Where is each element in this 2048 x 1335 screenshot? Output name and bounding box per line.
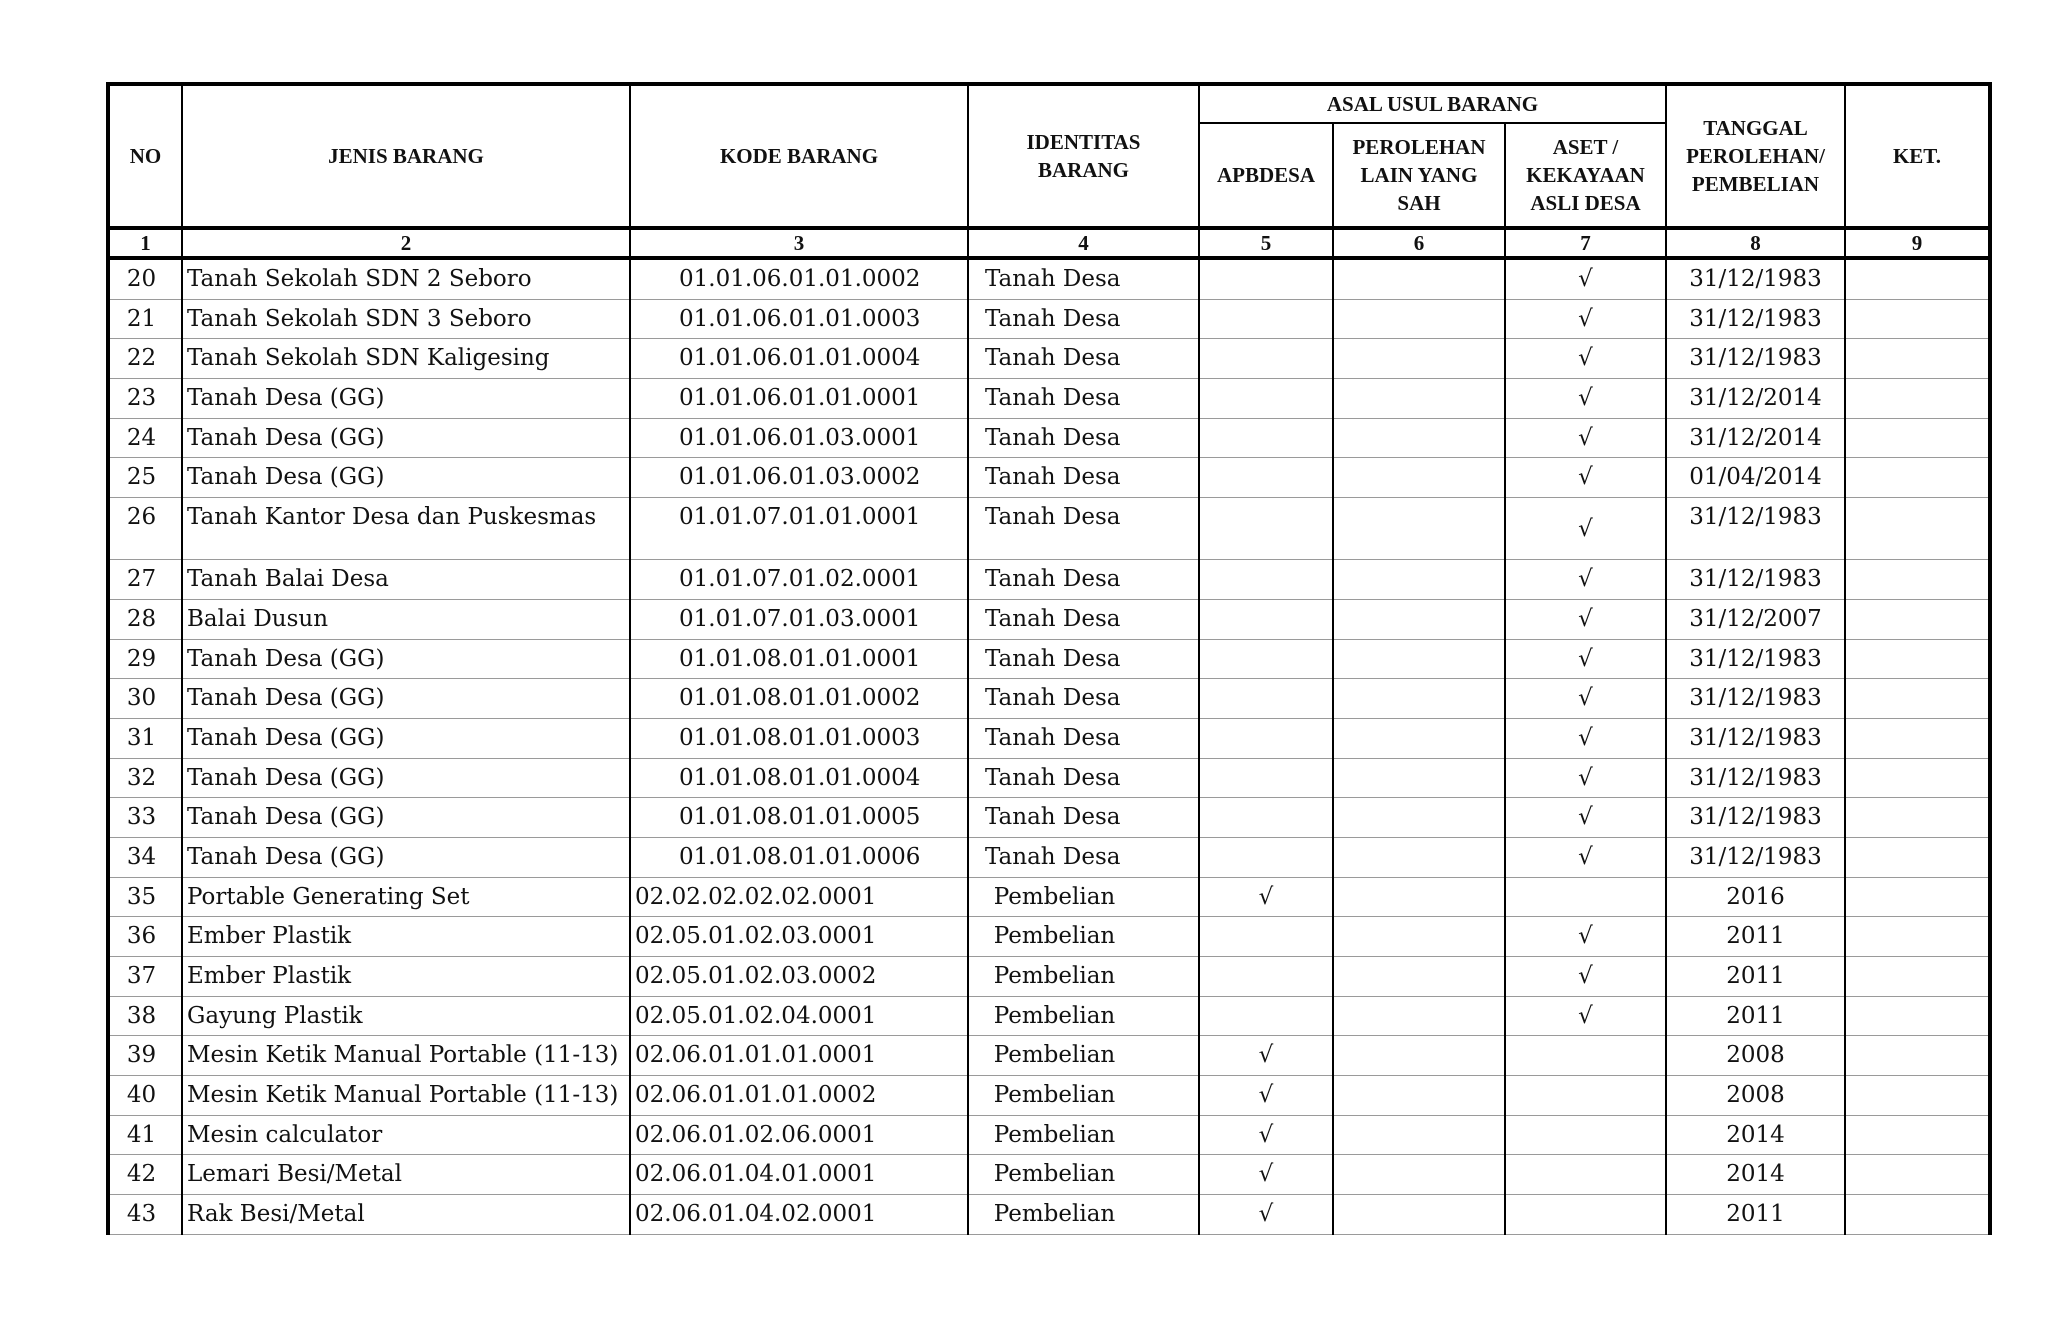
table-row xyxy=(108,1076,1990,1116)
kode-barang-cell: 01.01.08.01.01.0002 xyxy=(630,679,968,719)
inventory-page xyxy=(106,82,1992,1235)
jenis-barang-cell: Tanah Desa (GG) xyxy=(182,798,630,838)
perolehan-lain-check-cell xyxy=(1333,679,1505,719)
row-number: 23 xyxy=(108,379,182,419)
perolehan-lain-check-cell xyxy=(1333,996,1505,1036)
column-number: 7 xyxy=(1505,228,1666,258)
row-number: 24 xyxy=(108,418,182,458)
jenis-barang-cell: Gayung Plastik xyxy=(182,996,630,1036)
table-row xyxy=(108,917,1990,957)
row-number: 27 xyxy=(108,560,182,600)
tanggal-perolehan-cell: 01/04/2014 xyxy=(1666,458,1845,498)
identitas-barang-cell: Tanah Desa xyxy=(968,758,1199,798)
column-number-row xyxy=(108,228,1990,258)
aset-asli-check-cell: √ xyxy=(1505,718,1666,758)
kode-barang-cell: 01.01.08.01.01.0001 xyxy=(630,639,968,679)
apbdesa-check-cell xyxy=(1199,996,1333,1036)
header-asal-usul-barang: ASAL USUL BARANG xyxy=(1199,84,1666,123)
apbdesa-check-cell xyxy=(1199,339,1333,379)
table-row xyxy=(108,877,1990,917)
aset-asli-check-cell: √ xyxy=(1505,957,1666,997)
row-number: 28 xyxy=(108,599,182,639)
identitas-barang-cell: Tanah Desa xyxy=(968,379,1199,419)
tanggal-perolehan-cell: 2011 xyxy=(1666,957,1845,997)
identitas-barang-cell: Tanah Desa xyxy=(968,718,1199,758)
identitas-barang-cell: Pembelian xyxy=(968,1076,1199,1116)
row-number: 34 xyxy=(108,837,182,877)
keterangan-cell xyxy=(1845,837,1990,877)
aset-asli-check-cell: √ xyxy=(1505,418,1666,458)
perolehan-lain-check-cell xyxy=(1333,798,1505,838)
row-number: 36 xyxy=(108,917,182,957)
header-keterangan: KET. xyxy=(1845,84,1990,228)
jenis-barang-cell: Tanah Sekolah SDN 2 Seboro xyxy=(182,258,630,299)
table-row xyxy=(108,679,1990,719)
table-body xyxy=(108,258,1990,1234)
jenis-barang-cell: Tanah Desa (GG) xyxy=(182,379,630,419)
tanggal-perolehan-cell: 2014 xyxy=(1666,1115,1845,1155)
kode-barang-cell: 02.02.02.02.02.0001 xyxy=(630,877,968,917)
aset-asli-check-cell xyxy=(1505,1195,1666,1235)
kode-barang-cell: 02.05.01.02.03.0002 xyxy=(630,957,968,997)
perolehan-lain-check-cell xyxy=(1333,837,1505,877)
jenis-barang-cell: Ember Plastik xyxy=(182,917,630,957)
table-row xyxy=(108,258,1990,299)
header-jenis-barang: JENIS BARANG xyxy=(182,84,630,228)
apbdesa-check-cell xyxy=(1199,418,1333,458)
table-row xyxy=(108,299,1990,339)
tanggal-perolehan-cell: 31/12/1983 xyxy=(1666,798,1845,838)
row-number: 25 xyxy=(108,458,182,498)
kode-barang-cell: 01.01.06.01.01.0001 xyxy=(630,379,968,419)
table-row xyxy=(108,1155,1990,1195)
jenis-barang-cell: Tanah Balai Desa xyxy=(182,560,630,600)
column-number: 4 xyxy=(968,228,1199,258)
column-number: 3 xyxy=(630,228,968,258)
header-perolehan-lain: PEROLEHAN LAIN YANG SAH xyxy=(1333,123,1505,228)
column-number: 6 xyxy=(1333,228,1505,258)
keterangan-cell xyxy=(1845,379,1990,419)
keterangan-cell xyxy=(1845,639,1990,679)
keterangan-cell xyxy=(1845,599,1990,639)
tanggal-perolehan-cell: 31/12/2014 xyxy=(1666,379,1845,419)
perolehan-lain-check-cell xyxy=(1333,299,1505,339)
aset-asli-check-cell: √ xyxy=(1505,917,1666,957)
column-number: 9 xyxy=(1845,228,1990,258)
kode-barang-cell: 02.06.01.04.02.0001 xyxy=(630,1195,968,1235)
jenis-barang-cell: Mesin Ketik Manual Portable (11-13) xyxy=(182,1036,630,1076)
jenis-barang-cell: Tanah Kantor Desa dan Puskesmas xyxy=(182,498,630,560)
apbdesa-check-cell xyxy=(1199,299,1333,339)
aset-asli-check-cell: √ xyxy=(1505,458,1666,498)
jenis-barang-cell: Tanah Desa (GG) xyxy=(182,418,630,458)
apbdesa-check-cell xyxy=(1199,560,1333,600)
jenis-barang-cell: Lemari Besi/Metal xyxy=(182,1155,630,1195)
apbdesa-check-cell xyxy=(1199,379,1333,419)
apbdesa-check-cell xyxy=(1199,599,1333,639)
table-row xyxy=(108,639,1990,679)
keterangan-cell xyxy=(1845,339,1990,379)
aset-asli-check-cell xyxy=(1505,1155,1666,1195)
tanggal-perolehan-cell: 31/12/1983 xyxy=(1666,758,1845,798)
tanggal-perolehan-cell: 31/12/1983 xyxy=(1666,299,1845,339)
column-number: 2 xyxy=(182,228,630,258)
column-number: 5 xyxy=(1199,228,1333,258)
tanggal-perolehan-cell: 31/12/1983 xyxy=(1666,258,1845,299)
apbdesa-check-cell: √ xyxy=(1199,1076,1333,1116)
apbdesa-check-cell xyxy=(1199,498,1333,560)
aset-asli-check-cell: √ xyxy=(1505,379,1666,419)
header-aset-asli-desa: ASET / KEKAYAAN ASLI DESA xyxy=(1505,123,1666,228)
row-number: 43 xyxy=(108,1195,182,1235)
jenis-barang-cell: Ember Plastik xyxy=(182,957,630,997)
table-row xyxy=(108,379,1990,419)
jenis-barang-cell: Tanah Sekolah SDN 3 Seboro xyxy=(182,299,630,339)
kode-barang-cell: 02.05.01.02.04.0001 xyxy=(630,996,968,1036)
identitas-barang-cell: Tanah Desa xyxy=(968,339,1199,379)
row-number: 21 xyxy=(108,299,182,339)
table-row xyxy=(108,996,1990,1036)
header-no: NO xyxy=(108,84,182,228)
aset-asli-check-cell: √ xyxy=(1505,758,1666,798)
table-row xyxy=(108,1036,1990,1076)
perolehan-lain-check-cell xyxy=(1333,1155,1505,1195)
table-row xyxy=(108,798,1990,838)
kode-barang-cell: 01.01.06.01.01.0002 xyxy=(630,258,968,299)
perolehan-lain-check-cell xyxy=(1333,1195,1505,1235)
keterangan-cell xyxy=(1845,996,1990,1036)
apbdesa-check-cell: √ xyxy=(1199,1036,1333,1076)
identitas-barang-cell: Tanah Desa xyxy=(968,837,1199,877)
table-row xyxy=(108,1115,1990,1155)
aset-asli-check-cell: √ xyxy=(1505,498,1666,560)
identitas-barang-cell: Pembelian xyxy=(968,996,1199,1036)
tanggal-perolehan-cell: 31/12/1983 xyxy=(1666,498,1845,560)
jenis-barang-cell: Portable Generating Set xyxy=(182,877,630,917)
aset-asli-check-cell xyxy=(1505,1115,1666,1155)
identitas-barang-cell: Pembelian xyxy=(968,877,1199,917)
aset-asli-check-cell xyxy=(1505,877,1666,917)
row-number: 38 xyxy=(108,996,182,1036)
kode-barang-cell: 02.06.01.01.01.0002 xyxy=(630,1076,968,1116)
perolehan-lain-check-cell xyxy=(1333,957,1505,997)
identitas-barang-cell: Pembelian xyxy=(968,957,1199,997)
keterangan-cell xyxy=(1845,957,1990,997)
keterangan-cell xyxy=(1845,560,1990,600)
table-row xyxy=(108,837,1990,877)
jenis-barang-cell: Rak Besi/Metal xyxy=(182,1195,630,1235)
aset-asli-check-cell: √ xyxy=(1505,560,1666,600)
table-row xyxy=(108,718,1990,758)
tanggal-perolehan-cell: 31/12/1983 xyxy=(1666,339,1845,379)
perolehan-lain-check-cell xyxy=(1333,458,1505,498)
kode-barang-cell: 01.01.07.01.03.0001 xyxy=(630,599,968,639)
keterangan-cell xyxy=(1845,1036,1990,1076)
keterangan-cell xyxy=(1845,1115,1990,1155)
identitas-barang-cell: Pembelian xyxy=(968,1195,1199,1235)
keterangan-cell xyxy=(1845,1076,1990,1116)
perolehan-lain-check-cell xyxy=(1333,1036,1505,1076)
row-number: 22 xyxy=(108,339,182,379)
perolehan-lain-check-cell xyxy=(1333,1076,1505,1116)
table-row xyxy=(108,339,1990,379)
jenis-barang-cell: Tanah Desa (GG) xyxy=(182,639,630,679)
perolehan-lain-check-cell xyxy=(1333,498,1505,560)
kode-barang-cell: 01.01.08.01.01.0005 xyxy=(630,798,968,838)
tanggal-perolehan-cell: 2011 xyxy=(1666,917,1845,957)
header-tanggal-perolehan: TANGGAL PEROLEHAN/ PEMBELIAN xyxy=(1666,84,1845,228)
row-number: 40 xyxy=(108,1076,182,1116)
tanggal-perolehan-cell: 2008 xyxy=(1666,1076,1845,1116)
jenis-barang-cell: Tanah Sekolah SDN Kaligesing xyxy=(182,339,630,379)
apbdesa-check-cell xyxy=(1199,837,1333,877)
apbdesa-check-cell xyxy=(1199,258,1333,299)
identitas-barang-cell: Pembelian xyxy=(968,1155,1199,1195)
keterangan-cell xyxy=(1845,418,1990,458)
row-number: 33 xyxy=(108,798,182,838)
aset-asli-check-cell: √ xyxy=(1505,679,1666,719)
aset-asli-check-cell: √ xyxy=(1505,599,1666,639)
perolehan-lain-check-cell xyxy=(1333,258,1505,299)
row-number: 35 xyxy=(108,877,182,917)
kode-barang-cell: 01.01.07.01.01.0001 xyxy=(630,498,968,560)
row-number: 29 xyxy=(108,639,182,679)
aset-asli-check-cell xyxy=(1505,1036,1666,1076)
apbdesa-check-cell xyxy=(1199,458,1333,498)
jenis-barang-cell: Balai Dusun xyxy=(182,599,630,639)
table-row xyxy=(108,458,1990,498)
kode-barang-cell: 02.05.01.02.03.0001 xyxy=(630,917,968,957)
table-row xyxy=(108,599,1990,639)
row-number: 32 xyxy=(108,758,182,798)
perolehan-lain-check-cell xyxy=(1333,418,1505,458)
jenis-barang-cell: Tanah Desa (GG) xyxy=(182,458,630,498)
aset-asli-check-cell: √ xyxy=(1505,258,1666,299)
perolehan-lain-check-cell xyxy=(1333,917,1505,957)
row-number: 37 xyxy=(108,957,182,997)
apbdesa-check-cell xyxy=(1199,758,1333,798)
jenis-barang-cell: Tanah Desa (GG) xyxy=(182,718,630,758)
kode-barang-cell: 01.01.07.01.02.0001 xyxy=(630,560,968,600)
header-apbdesa: APBDESA xyxy=(1199,123,1333,228)
header-kode-barang: KODE BARANG xyxy=(630,84,968,228)
tanggal-perolehan-cell: 2016 xyxy=(1666,877,1845,917)
row-number: 30 xyxy=(108,679,182,719)
apbdesa-check-cell: √ xyxy=(1199,1195,1333,1235)
perolehan-lain-check-cell xyxy=(1333,718,1505,758)
identitas-barang-cell: Pembelian xyxy=(968,917,1199,957)
kode-barang-cell: 02.06.01.04.01.0001 xyxy=(630,1155,968,1195)
kode-barang-cell: 01.01.08.01.01.0004 xyxy=(630,758,968,798)
apbdesa-check-cell: √ xyxy=(1199,1115,1333,1155)
aset-asli-check-cell: √ xyxy=(1505,837,1666,877)
identitas-barang-cell: Tanah Desa xyxy=(968,498,1199,560)
kode-barang-cell: 01.01.06.01.01.0003 xyxy=(630,299,968,339)
row-number: 42 xyxy=(108,1155,182,1195)
column-number: 8 xyxy=(1666,228,1845,258)
jenis-barang-cell: Tanah Desa (GG) xyxy=(182,837,630,877)
jenis-barang-cell: Tanah Desa (GG) xyxy=(182,758,630,798)
tanggal-perolehan-cell: 2011 xyxy=(1666,996,1845,1036)
perolehan-lain-check-cell xyxy=(1333,599,1505,639)
perolehan-lain-check-cell xyxy=(1333,877,1505,917)
tanggal-perolehan-cell: 31/12/2014 xyxy=(1666,418,1845,458)
tanggal-perolehan-cell: 31/12/1983 xyxy=(1666,679,1845,719)
keterangan-cell xyxy=(1845,718,1990,758)
identitas-barang-cell: Tanah Desa xyxy=(968,258,1199,299)
keterangan-cell xyxy=(1845,458,1990,498)
jenis-barang-cell: Tanah Desa (GG) xyxy=(182,679,630,719)
aset-asli-check-cell: √ xyxy=(1505,639,1666,679)
perolehan-lain-check-cell xyxy=(1333,1115,1505,1155)
row-number: 39 xyxy=(108,1036,182,1076)
apbdesa-check-cell xyxy=(1199,639,1333,679)
header-identitas-barang: IDENTITAS BARANG xyxy=(968,84,1199,228)
tanggal-perolehan-cell: 2011 xyxy=(1666,1195,1845,1235)
aset-asli-check-cell: √ xyxy=(1505,996,1666,1036)
tanggal-perolehan-cell: 31/12/1983 xyxy=(1666,718,1845,758)
perolehan-lain-check-cell xyxy=(1333,379,1505,419)
apbdesa-check-cell xyxy=(1199,957,1333,997)
identitas-barang-cell: Tanah Desa xyxy=(968,798,1199,838)
apbdesa-check-cell xyxy=(1199,917,1333,957)
perolehan-lain-check-cell xyxy=(1333,758,1505,798)
identitas-barang-cell: Pembelian xyxy=(968,1036,1199,1076)
apbdesa-check-cell: √ xyxy=(1199,877,1333,917)
kode-barang-cell: 01.01.06.01.03.0002 xyxy=(630,458,968,498)
aset-asli-check-cell: √ xyxy=(1505,299,1666,339)
perolehan-lain-check-cell xyxy=(1333,339,1505,379)
keterangan-cell xyxy=(1845,798,1990,838)
aset-asli-check-cell: √ xyxy=(1505,798,1666,838)
table-row xyxy=(108,957,1990,997)
tanggal-perolehan-cell: 31/12/2007 xyxy=(1666,599,1845,639)
table-row xyxy=(108,1195,1990,1235)
table-row xyxy=(108,498,1990,560)
identitas-barang-cell: Tanah Desa xyxy=(968,639,1199,679)
aset-asli-check-cell xyxy=(1505,1076,1666,1116)
kode-barang-cell: 01.01.08.01.01.0003 xyxy=(630,718,968,758)
jenis-barang-cell: Mesin calculator xyxy=(182,1115,630,1155)
tanggal-perolehan-cell: 2008 xyxy=(1666,1036,1845,1076)
kode-barang-cell: 02.06.01.02.06.0001 xyxy=(630,1115,968,1155)
row-number: 31 xyxy=(108,718,182,758)
tanggal-perolehan-cell: 31/12/1983 xyxy=(1666,639,1845,679)
apbdesa-check-cell xyxy=(1199,679,1333,719)
identitas-barang-cell: Tanah Desa xyxy=(968,560,1199,600)
perolehan-lain-check-cell xyxy=(1333,560,1505,600)
identitas-barang-cell: Tanah Desa xyxy=(968,418,1199,458)
table-row xyxy=(108,560,1990,600)
perolehan-lain-check-cell xyxy=(1333,639,1505,679)
table-row xyxy=(108,758,1990,798)
kode-barang-cell: 01.01.06.01.01.0004 xyxy=(630,339,968,379)
apbdesa-check-cell: √ xyxy=(1199,1155,1333,1195)
apbdesa-check-cell xyxy=(1199,718,1333,758)
row-number: 20 xyxy=(108,258,182,299)
identitas-barang-cell: Pembelian xyxy=(968,1115,1199,1155)
identitas-barang-cell: Tanah Desa xyxy=(968,458,1199,498)
tanggal-perolehan-cell: 31/12/1983 xyxy=(1666,560,1845,600)
keterangan-cell xyxy=(1845,877,1990,917)
kode-barang-cell: 01.01.08.01.01.0006 xyxy=(630,837,968,877)
row-number: 26 xyxy=(108,498,182,560)
apbdesa-check-cell xyxy=(1199,798,1333,838)
aset-asli-check-cell: √ xyxy=(1505,339,1666,379)
kode-barang-cell: 02.06.01.01.01.0001 xyxy=(630,1036,968,1076)
keterangan-cell xyxy=(1845,679,1990,719)
keterangan-cell xyxy=(1845,258,1990,299)
table-row xyxy=(108,418,1990,458)
keterangan-cell xyxy=(1845,1195,1990,1235)
table-header xyxy=(108,84,1990,258)
keterangan-cell xyxy=(1845,498,1990,560)
keterangan-cell xyxy=(1845,917,1990,957)
identitas-barang-cell: Tanah Desa xyxy=(968,679,1199,719)
inventory-table xyxy=(106,82,1992,1235)
tanggal-perolehan-cell: 31/12/1983 xyxy=(1666,837,1845,877)
kode-barang-cell: 01.01.06.01.03.0001 xyxy=(630,418,968,458)
identitas-barang-cell: Tanah Desa xyxy=(968,599,1199,639)
tanggal-perolehan-cell: 2014 xyxy=(1666,1155,1845,1195)
column-number: 1 xyxy=(108,228,182,258)
jenis-barang-cell: Mesin Ketik Manual Portable (11-13) xyxy=(182,1076,630,1116)
keterangan-cell xyxy=(1845,299,1990,339)
keterangan-cell xyxy=(1845,1155,1990,1195)
identitas-barang-cell: Tanah Desa xyxy=(968,299,1199,339)
row-number: 41 xyxy=(108,1115,182,1155)
keterangan-cell xyxy=(1845,758,1990,798)
